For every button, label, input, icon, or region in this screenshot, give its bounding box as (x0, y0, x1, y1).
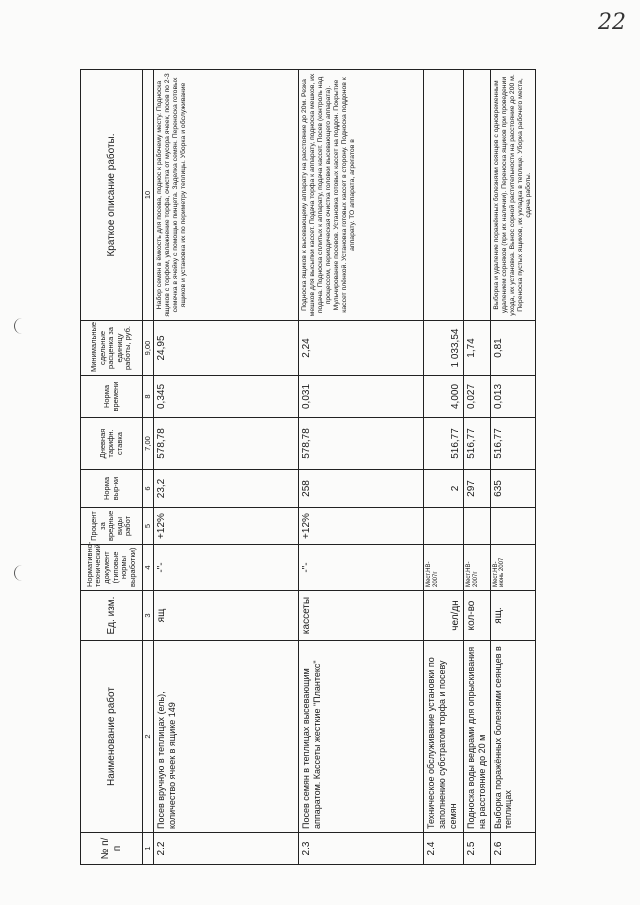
row-cost: 1 033,54 (424, 321, 464, 376)
row-cost: 0,81 (490, 321, 535, 376)
col-number: 6 (143, 470, 154, 508)
row-doc: Мест.НВ-июнь 2007 (490, 545, 535, 591)
header-num: № п/п (81, 833, 143, 865)
row-num: 2.4 (424, 833, 464, 865)
header-row (81, 70, 143, 865)
page-number: 22 (598, 10, 626, 35)
col-number: 4 (143, 545, 154, 591)
header-desc: Краткое описание работы. (81, 70, 143, 321)
col-number: 10 (143, 70, 154, 321)
norms-table-container (80, 70, 530, 865)
row-norm: 297 (464, 470, 491, 508)
row-percent (424, 508, 464, 545)
row-desc: Подноска ящиков к высевающему аппарату на расстояние до 20м. Резка мешков для высыпки кассет. Подача торфа к аппарату, подноска мешков, их подача. Подноска сплитых к аппарату, подача кассет. Посев (контроль над процессом, периодическая очистка головки высевающего аппарата). Мульчирование посевов. Установка готовых кассет на поддон. Покрытие кассет плёнкой. Установка готовых кассет в сторону. Подноска поддонов к аппарату. ТО аппарата, агрегатов в (299, 70, 424, 321)
header-unit: Ед. изм. (81, 591, 143, 641)
row-norm: 258 (299, 470, 424, 508)
row-num: 2.6 (490, 833, 535, 865)
col-number: 9,00 (143, 321, 154, 376)
row-time: 0,013 (490, 376, 535, 418)
table-row (490, 70, 535, 865)
col-number: 5 (143, 508, 154, 545)
row-rate: 516,77 (424, 418, 464, 470)
col-number: 3 (143, 591, 154, 641)
row-norm: 2 (424, 470, 464, 508)
row-doc: -"- (154, 545, 299, 591)
row-norm: 635 (490, 470, 535, 508)
row-unit: ящ. (490, 591, 535, 641)
row-name: Выборка поражённых болезнями сеянцев в теплицах (490, 641, 535, 833)
row-percent: +12% (154, 508, 299, 545)
work-norms-table (80, 69, 536, 865)
table-row (299, 70, 424, 865)
row-unit: кассеты (299, 591, 424, 641)
header-cost: Минимальные сдельные расценка за единицу работы, руб. (81, 321, 143, 376)
row-desc (424, 70, 464, 321)
row-time: 0,027 (464, 376, 491, 418)
row-name: Посев вручную в теплицах (ель), количество ячеек в ящике 149 (154, 641, 299, 833)
row-percent: +12% (299, 508, 424, 545)
rotated-table (80, 70, 530, 865)
table-row (424, 70, 464, 865)
row-doc: Мест.НВ- 2007г (424, 545, 464, 591)
header-name: Наименование работ (81, 641, 143, 833)
row-time: 0,345 (154, 376, 299, 418)
row-time: 0,031 (299, 376, 424, 418)
row-time: 4,000 (424, 376, 464, 418)
row-rate: 578,78 (154, 418, 299, 470)
row-desc: Выборка и удаление поражённых болезнями сеянцев с одновременным удалением сорняков (при их наличии). Переноска ящиков при проведении ухода, их установка. Вынос сорной растительности на расстояние до 200 м. Переноска пустых ящиков, их укладка в теплице. Уборка рабочего места, сдача работы. (490, 70, 535, 321)
table-row (464, 70, 491, 865)
punch-hole-mark (14, 565, 31, 581)
row-cost: 24,95 (154, 321, 299, 376)
row-name: Подноска воды ведрами для опрыскивания на расстояние до 20 м (464, 641, 491, 833)
row-cost: 1,74 (464, 321, 491, 376)
row-percent (464, 508, 491, 545)
row-desc: Набор семян в ёмкость для посева, поднос к рабочему месту. Подноска ящиков с торфом, увлажнение торфа, очистка от мусора ячеек, посев по 2-3 семечка в ячейку с помощью пинцета. Заделка семян. Переноска готовых ящиков и установка их по периметру теплицы. Уборка и обслуживание (154, 70, 299, 321)
header-percent: Процент за вредные виды работ (81, 508, 143, 545)
row-doc: Мест.НВ- 2007г (464, 545, 491, 591)
row-norm: 23,2 (154, 470, 299, 508)
column-number-row (143, 70, 154, 865)
header-time: Норма времени (81, 376, 143, 418)
row-unit: ящ (154, 591, 299, 641)
header-doc: Нормативно-технический документ (типовые нормы выработки) (81, 545, 143, 591)
row-name: Посев семян в теплицах высевающим аппаратом. Кассеты жесткие "Плантекс" (299, 641, 424, 833)
table-row (154, 70, 299, 865)
row-rate: 578,78 (299, 418, 424, 470)
col-number: 1 (143, 833, 154, 865)
row-unit: чел/дн (424, 591, 464, 641)
row-rate: 516,77 (490, 418, 535, 470)
col-number: 7,00 (143, 418, 154, 470)
row-rate: 516,77 (464, 418, 491, 470)
punch-hole-mark (14, 318, 31, 334)
row-num: 2.2 (154, 833, 299, 865)
header-rate: Дневная тарифн. ставка (81, 418, 143, 470)
row-num: 2.5 (464, 833, 491, 865)
row-percent (490, 508, 535, 545)
row-cost: 2,24 (299, 321, 424, 376)
row-doc: -"- (299, 545, 424, 591)
header-norm: Норма выр-ки (81, 470, 143, 508)
row-desc (464, 70, 491, 321)
col-number: 8 (143, 376, 154, 418)
row-num: 2.3 (299, 833, 424, 865)
row-name: Техническое обслуживание установки по заполнению субстратом торфа и посеву семян (424, 641, 464, 833)
row-unit: кол-во (464, 591, 491, 641)
col-number: 2 (143, 641, 154, 833)
